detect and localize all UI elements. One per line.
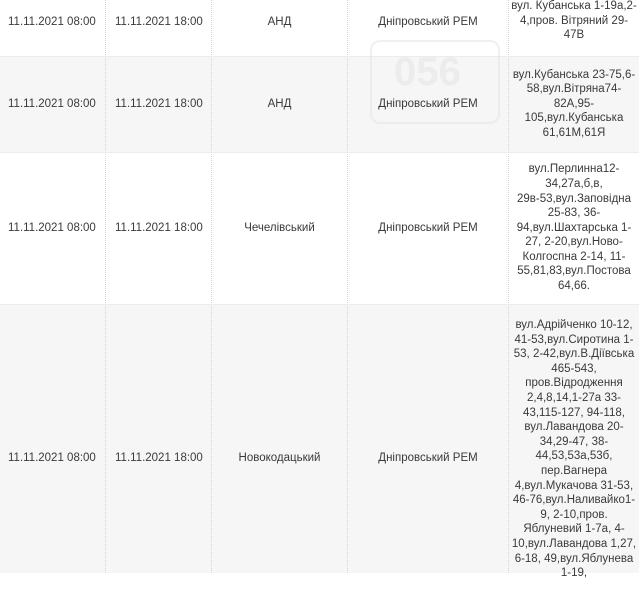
end-time: 11.11.2021 18:00 [115, 451, 203, 464]
district: АНД [267, 16, 292, 28]
watermark-text: 056 [394, 50, 461, 94]
rem-cell [348, 0, 508, 56]
start-time: 11.11.2021 08:00 [8, 98, 96, 110]
rem-cell [348, 304, 508, 611]
rem: Дніпровський РЕМ [378, 98, 478, 110]
column-divider [508, 0, 509, 573]
district: АНД [267, 98, 292, 110]
rem: Дніпровський РЕМ [378, 451, 478, 464]
address-cell [509, 56, 639, 152]
table-row [0, 152, 639, 304]
end-time-cell [106, 152, 211, 304]
address-cell [509, 304, 639, 580]
rem-cell [348, 56, 508, 152]
address: вул. Кубанська 1-19а,2-4,пров. Вітряний 29-47В [511, 0, 637, 42]
start-time: 11.11.2021 08:00 [8, 222, 96, 234]
column-divider [105, 0, 106, 573]
district: Новокодацький [238, 451, 321, 464]
end-time-cell [106, 0, 211, 56]
rem: Дніпровський РЕМ [378, 16, 478, 28]
district-cell [212, 56, 347, 152]
start-time-cell [0, 0, 105, 56]
district-cell [212, 0, 347, 56]
row-divider [0, 56, 639, 57]
address: вул.Перлинна12-34,27а,б,в, 29в-53,вул.Заповідна 25-83, 36-94,вул.Шахтарська 1-27, 2-20,вул.Ново-Колгоспна 2-14, 11-55,81,83,вул.Постова 64,66. [516, 163, 632, 293]
rem: Дніпровський РЕМ [378, 222, 478, 234]
row-divider [0, 304, 639, 305]
address-cell [509, 0, 639, 56]
address: вул.Кубанська 23-75,6-58,вул.Вітряна74-82А,95-105,вул.Кубанська 61,61М,61Я [512, 68, 636, 139]
start-time-cell [0, 304, 105, 611]
end-time: 11.11.2021 18:00 [115, 222, 203, 234]
start-time-cell [0, 152, 105, 304]
end-time: 11.11.2021 18:00 [115, 16, 203, 28]
district: Чечелівський [244, 222, 315, 234]
end-time-cell [106, 56, 211, 152]
start-time: 11.11.2021 08:00 [8, 451, 96, 464]
address-cell [509, 152, 639, 304]
start-time-cell [0, 56, 105, 152]
row-divider [0, 152, 639, 153]
address: вул.Адрійченко 10-12, 41-53,вул.Сиротина 1-53, 2-42,вул.В.Діївська 465-543, пров.Відродження 2,4,8,14,1-27а 33-43,115-127, 94-118, вул.Лавандова 20-34,29-47, 38-44,53,53а,53б, пер.Вагнера 4,вул.Мукачова 31-53, 46-76,вул.Наливайко1-9, 2-10,пров. Яблуневий 1-7а, 4-10,вул.Лавандова 1,27, 6-18, 49,вул.Яблунева 1-19, [511, 319, 637, 580]
end-time-cell [106, 304, 211, 611]
end-time: 11.11.2021 18:00 [115, 98, 203, 110]
column-divider [211, 0, 212, 573]
district-cell [212, 304, 347, 611]
rem-cell [348, 152, 508, 304]
table-row [0, 56, 639, 152]
column-divider [347, 0, 348, 573]
start-time: 11.11.2021 08:00 [8, 16, 96, 28]
district-cell [212, 152, 347, 304]
table-row [0, 0, 639, 56]
table-row [0, 304, 639, 580]
